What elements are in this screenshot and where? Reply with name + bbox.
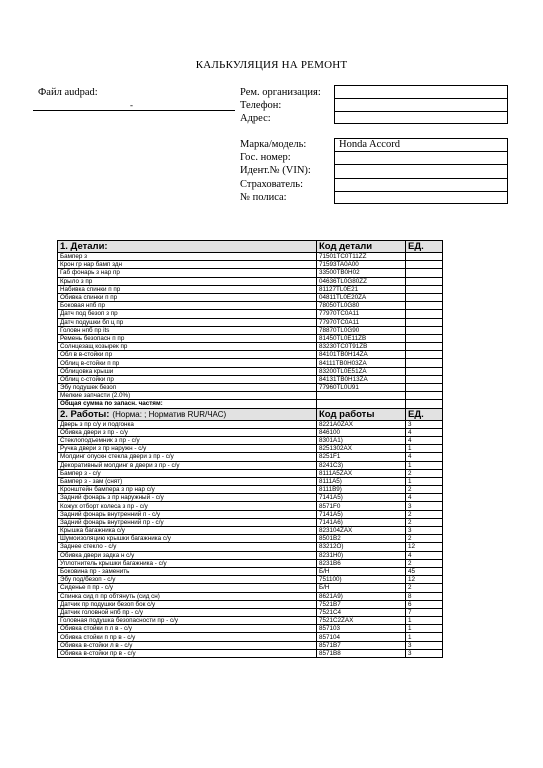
part-name-cell: Солнцезащ козырек пр [58, 343, 317, 351]
part-code-cell: 71501TC0T11ZZ [317, 253, 406, 261]
work-code-cell: 8111A5ZAX [317, 469, 406, 477]
work-unit-cell: 2 [406, 510, 443, 518]
work-code-cell: 8501B2 [317, 535, 406, 543]
work-name-cell: Шумоизоляцию крышки багажника с/у [58, 535, 317, 543]
table-row [58, 633, 443, 641]
table-row [58, 543, 443, 551]
table-row [58, 302, 443, 310]
table-row [58, 351, 443, 359]
work-name-cell: Датчик головной нпб пр - с/у [58, 608, 317, 616]
table-row [58, 641, 443, 649]
part-name-cell: Облиц с-стойки пр [58, 375, 317, 383]
part-name-cell: Крон гр нар бамп здн [58, 261, 317, 269]
table-row [58, 269, 443, 277]
work-unit-cell: 3 [406, 527, 443, 535]
part-name-cell: Облиц в-стойки п пр [58, 359, 317, 367]
work-code-cell: Б/Н [317, 584, 406, 592]
work-code-cell: 7521C2ZAX [317, 617, 406, 625]
work-name-cell: Спинка сид п пр обтянуть (сид сн) [58, 592, 317, 600]
table-row [58, 343, 443, 351]
work-name-cell: Бампер з - зам (снят) [58, 477, 317, 485]
vehicle_fields-row-divider [334, 191, 508, 192]
part-unit-cell [406, 269, 443, 277]
part-name-cell: Головн нпб пр its [58, 326, 317, 334]
part-unit-cell [406, 384, 443, 392]
table-row [58, 445, 443, 453]
vehicle_fields-row-divider [334, 164, 508, 165]
work-code-cell: 8251302AX [317, 445, 406, 453]
table-row [58, 367, 443, 375]
part-name-cell: Облицовка крыши [58, 367, 317, 375]
part-name-cell: Эбу подушек безоп [58, 384, 317, 392]
work-code-cell: 7141А5) [317, 510, 406, 518]
part-code-cell: 84131TB0H13ZA [317, 375, 406, 383]
org_fields-row-divider [334, 98, 508, 99]
work-name-cell: Обивка двери з пр - с/у [58, 428, 317, 436]
vehicle_fields-label-4: № полиса: [240, 191, 287, 203]
org_fields-label-1: Телефон: [240, 100, 282, 111]
table-row [58, 477, 443, 485]
works-header-label: 2. Работы: [60, 408, 110, 420]
part-code-cell: 71593TA0A00 [317, 261, 406, 269]
work-unit-cell: 3 [406, 502, 443, 510]
table-row [58, 584, 443, 592]
table-row [58, 592, 443, 600]
part-code-cell: 84111TB0H03ZA [317, 359, 406, 367]
table-row [58, 559, 443, 567]
work-code-cell: 823104ZAX [317, 527, 406, 535]
parts-header-row [58, 241, 443, 253]
table-row [58, 359, 443, 367]
file-value: - [130, 100, 133, 110]
work-code-cell: 8571F0 [317, 502, 406, 510]
part-code-cell: 04811TL0E20ZA [317, 293, 406, 301]
vehicle_fields-label-0: Марка/модель: [240, 139, 307, 150]
work-unit-cell: 8 [406, 592, 443, 600]
work-code-cell: 8251F1 [317, 453, 406, 461]
part-unit-cell [406, 326, 443, 334]
table-row [58, 277, 443, 285]
part-code-cell: 77970TC0A11 [317, 310, 406, 318]
table-row [58, 293, 443, 301]
work-unit-cell: 12 [406, 576, 443, 584]
work-code-cell: 7141А6) [317, 518, 406, 526]
table-row [58, 384, 443, 392]
table-row [58, 469, 443, 477]
work-code-cell: 83212O) [317, 543, 406, 551]
table-row [58, 494, 443, 502]
work-unit-cell: 4 [406, 453, 443, 461]
work-unit-cell: 1 [406, 625, 443, 633]
work-code-cell: 846100 [317, 428, 406, 436]
table-row [58, 375, 443, 383]
part-unit-cell [406, 375, 443, 383]
work-code-cell: 8221A0ZAX [317, 420, 406, 428]
part-code-cell: 83230TC0T91ZB [317, 343, 406, 351]
works-header-norm: (Норма: ; Норматив RUR/ЧАС) [112, 409, 227, 419]
work-name-cell: Обивка стойки п л в - с/у [58, 625, 317, 633]
part-unit-cell [406, 310, 443, 318]
work-name-cell: Бампер з - с/у [58, 469, 317, 477]
work-unit-cell: 1 [406, 445, 443, 453]
work-unit-cell: 1 [406, 617, 443, 625]
table-row [58, 535, 443, 543]
part-code-cell: 81127TL0E21 [317, 285, 406, 293]
part-code-cell: 78870TL0G90 [317, 326, 406, 334]
work-name-cell: Кронштейн бампера з пр нар с/у [58, 486, 317, 494]
part-code-cell: 77970TC0A11 [317, 318, 406, 326]
work-name-cell: Обивка в-стойки пр в - с/у [58, 649, 317, 657]
part-code-cell: 83200TL0E51ZA [317, 367, 406, 375]
table-row [58, 617, 443, 625]
work-name-cell: Задний фонарь внутренний п - с/у [58, 510, 317, 518]
work-name-cell: Уплотнитель крышки багажника - с/у [58, 559, 317, 567]
work-code-cell: 8621A9) [317, 592, 406, 600]
work-code-cell: 751100) [317, 576, 406, 584]
work-unit-cell: 2 [406, 486, 443, 494]
table-row [58, 326, 443, 334]
work-unit-cell: 6 [406, 600, 443, 608]
work-unit-cell: 3 [406, 649, 443, 657]
work-code-cell: 8571B7 [317, 641, 406, 649]
part-unit-cell [406, 285, 443, 293]
table-row [58, 253, 443, 261]
org_fields-label-2: Адрес: [240, 113, 271, 124]
work-code-cell: 7521C4 [317, 608, 406, 616]
page-title: КАЛЬКУЛЯЦИЯ НА РЕМОНТ [195, 59, 348, 71]
work-unit-cell: 7 [406, 608, 443, 616]
work-name-cell: Задний фонарь внутренний пр - с/у [58, 518, 317, 526]
part-unit-cell [406, 367, 443, 375]
part-code-cell: 84101TB0H14ZA [317, 351, 406, 359]
part-unit-cell [406, 318, 443, 326]
table-row [58, 486, 443, 494]
table-row [58, 649, 443, 657]
parts-total-code [317, 400, 406, 408]
work-code-cell: 8231B6 [317, 559, 406, 567]
table-row [58, 518, 443, 526]
part-name-cell: Боковая нпб пр [58, 302, 317, 310]
table-row [58, 527, 443, 535]
table-row [58, 392, 443, 400]
works-header-row [58, 408, 443, 420]
org-box [334, 85, 508, 124]
vehicle_fields-row-divider [334, 151, 508, 152]
part-name-cell: Габ фонарь з нар пр [58, 269, 317, 277]
part-code-cell: 78050TL0G80 [317, 302, 406, 310]
table-row [58, 310, 443, 318]
work-name-cell: Задний фонарь з пр наружный - с/у [58, 494, 317, 502]
works-header-unit: ЕД. [406, 408, 443, 420]
part-code-cell: 77960TL0U91 [317, 384, 406, 392]
vehicle_fields-label-3: Страхователь: [240, 178, 303, 190]
work-unit-cell: 4 [406, 436, 443, 444]
work-code-cell: 8111B9) [317, 486, 406, 494]
work-name-cell: Датчик пр подушки безоп бок с/у [58, 600, 317, 608]
work-unit-cell: 12 [406, 543, 443, 551]
part-name-cell: Ремень безопасн п пр [58, 334, 317, 342]
work-name-cell: Декоративный молдинг в двери з пр - с/у [58, 461, 317, 469]
vehicle_fields-value-0: Honda Accord [339, 139, 400, 150]
work-name-cell: Сиденье п пр - с/у [58, 584, 317, 592]
work-unit-cell: 1 [406, 477, 443, 485]
part-code-cell [317, 392, 406, 400]
work-unit-cell: 1 [406, 461, 443, 469]
part-unit-cell [406, 277, 443, 285]
work-code-cell: 8111A5) [317, 477, 406, 485]
work-code-cell: 8241C3) [317, 461, 406, 469]
work-name-cell: Крышка багажника с/у [58, 527, 317, 535]
part-name-cell: Датч под безоп з пр [58, 310, 317, 318]
work-code-cell: 8301A1) [317, 436, 406, 444]
file-underline [33, 110, 235, 111]
work-name-cell: Стеклоподъемник з пр - с/у [58, 436, 317, 444]
work-unit-cell: 3 [406, 641, 443, 649]
vehicle_fields-label-1: Гос. номер: [240, 152, 291, 164]
work-name-cell: Головная подушка безопасности пр - с/у [58, 617, 317, 625]
work-unit-cell: 45 [406, 567, 443, 575]
work-unit-cell: 2 [406, 518, 443, 526]
table-row [58, 461, 443, 469]
table-row [58, 428, 443, 436]
part-code-cell: 04636TL0G80ZZ [317, 277, 406, 285]
work-name-cell: Обивка в-стойки л в - с/у [58, 641, 317, 649]
part-unit-cell [406, 334, 443, 342]
work-name-cell: Боковина пр - заменить [58, 567, 317, 575]
part-unit-cell [406, 343, 443, 351]
work-name-cell: Заднее стекло - с/у [58, 543, 317, 551]
part-unit-cell [406, 359, 443, 367]
table-row [58, 502, 443, 510]
part-code-cell: 81450TL0E11ZB [317, 334, 406, 342]
parts-header-title: 1. Детали: [58, 241, 317, 253]
table-row [58, 334, 443, 342]
work-code-cell: 857104 [317, 633, 406, 641]
table-row [58, 510, 443, 518]
works-header-code: Код работы [317, 408, 406, 420]
work-name-cell: Кожух отборт колеса з пр - с/у [58, 502, 317, 510]
works-header-title [58, 408, 317, 420]
part-name-cell: Обл в в-стойки пр [58, 351, 317, 359]
table-row [58, 285, 443, 293]
work-code-cell: 7141A5) [317, 494, 406, 502]
part-unit-cell [406, 293, 443, 301]
table-row [58, 318, 443, 326]
parts-total-label: Общая сумма по запасн. частям: [58, 400, 317, 408]
part-name-cell: Обивка спинки п пр [58, 293, 317, 301]
vehicle_fields-row-divider [334, 178, 508, 179]
org_fields-row-divider [334, 111, 508, 112]
table-row [58, 608, 443, 616]
table-row [58, 625, 443, 633]
file-label: Файл audpad: [38, 87, 98, 98]
work-unit-cell: 2 [406, 469, 443, 477]
calculation-table [57, 240, 443, 658]
parts-total-unit [406, 400, 443, 408]
parts-header-code: Код детали [317, 241, 406, 253]
table-row [58, 261, 443, 269]
part-name-cell: Бампер з [58, 253, 317, 261]
part-name-cell: Набивка спинки п пр [58, 285, 317, 293]
parts-header-unit: ЕД. [406, 241, 443, 253]
part-name-cell: Крыло з пр [58, 277, 317, 285]
work-name-cell: Эбу под/безоп - с/у [58, 576, 317, 584]
work-code-cell: 8231H0) [317, 551, 406, 559]
work-code-cell: 8571B8 [317, 649, 406, 657]
part-unit-cell [406, 302, 443, 310]
table-row [58, 600, 443, 608]
part-name-cell: Датч подушки бп ц пр [58, 318, 317, 326]
work-unit-cell: 4 [406, 551, 443, 559]
work-unit-cell: 1 [406, 633, 443, 641]
parts-total-row [58, 400, 443, 408]
work-unit-cell: 4 [406, 494, 443, 502]
work-name-cell: Молдинг опускн стекла двери з пр - с/у [58, 453, 317, 461]
table-row [58, 420, 443, 428]
vehicle_fields-label-2: Идент.№ (VIN): [240, 165, 311, 177]
work-code-cell: 857103 [317, 625, 406, 633]
work-name-cell: Обивка двери задка н с/у [58, 551, 317, 559]
work-name-cell: Ручка двери з пр наружн - с/у [58, 445, 317, 453]
work-unit-cell: 2 [406, 584, 443, 592]
work-name-cell: Обивка стойки п пр в - с/у [58, 633, 317, 641]
table-row [58, 576, 443, 584]
org_fields-label-0: Рем. организация: [240, 87, 321, 98]
table-row [58, 453, 443, 461]
work-code-cell: Б/Н [317, 567, 406, 575]
work-code-cell: 7521B7 [317, 600, 406, 608]
part-unit-cell [406, 253, 443, 261]
work-unit-cell: 2 [406, 559, 443, 567]
part-code-cell: 33500TB0H02 [317, 269, 406, 277]
part-name-cell: Мелкие запчасти (2.0%) [58, 392, 317, 400]
work-unit-cell: 2 [406, 535, 443, 543]
table-row [58, 567, 443, 575]
work-name-cell: Дверь з пр с/у и подгонка [58, 420, 317, 428]
table-row [58, 551, 443, 559]
work-unit-cell: 3 [406, 420, 443, 428]
part-unit-cell [406, 351, 443, 359]
part-unit-cell [406, 392, 443, 400]
part-unit-cell [406, 261, 443, 269]
work-unit-cell: 4 [406, 428, 443, 436]
table-row [58, 436, 443, 444]
